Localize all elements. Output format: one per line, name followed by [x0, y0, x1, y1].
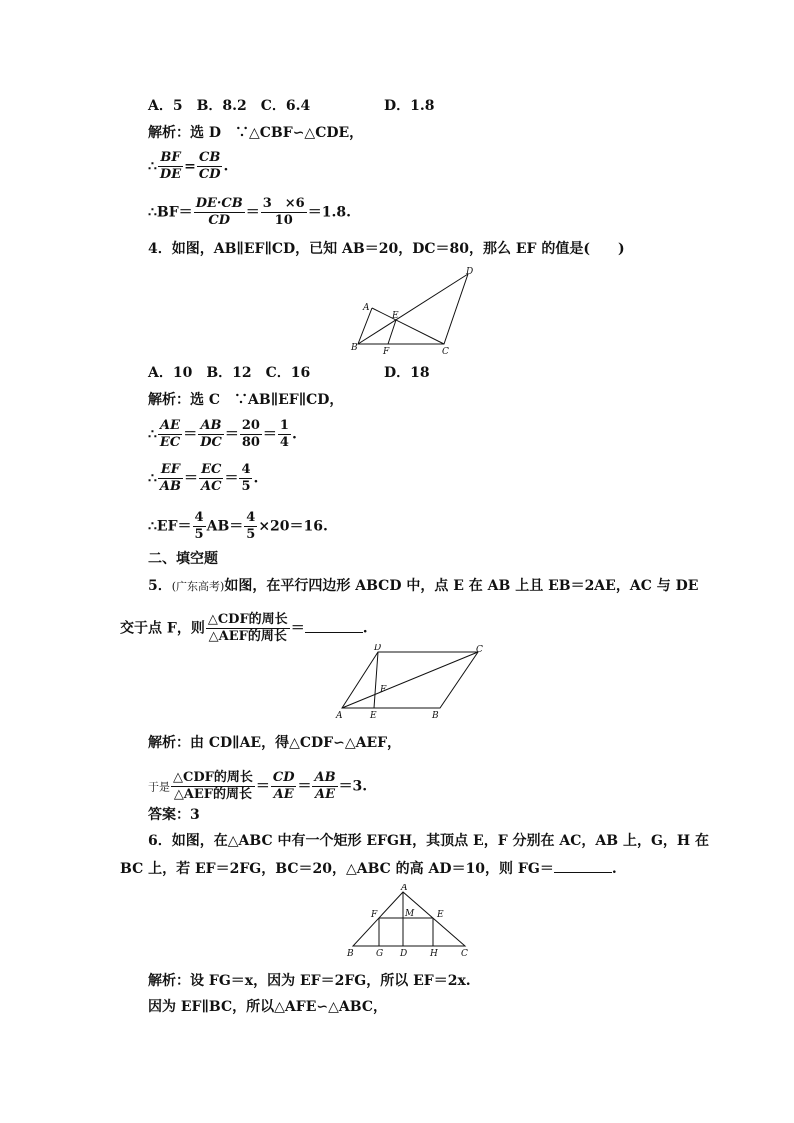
label-a: A	[363, 303, 370, 313]
analysis-label: 解析：	[148, 973, 190, 989]
fraction-3x6-10: $\frac{3 \times 6}{10}$	[262, 196, 305, 228]
fraction-cb-cd: $\frac{CB}{CD}$	[198, 150, 221, 182]
section-title-fill-in: 二、填空题	[148, 551, 218, 567]
label-c: C	[461, 949, 468, 959]
triangle-abc	[353, 892, 465, 946]
q6-figure	[345, 884, 475, 960]
analysis-label: 解析：	[148, 735, 190, 751]
label-m: M	[405, 909, 415, 919]
q3-options-abc: A．5 B．8.2 C．6.4	[148, 98, 311, 114]
q4-ratio-line-1: ∴ $\frac{AE}{EC}$ ＝ $\frac{AB}{DC}$ ＝ $\frac{20}{80}$ ＝ $\frac{1}{4}$ .	[148, 418, 297, 450]
q3-result-line: ∴BF＝ $\frac{DE\cdot CB}{CD}$ ＝ $\frac{3 \times 6}{10}$ ＝1.8.	[148, 196, 351, 228]
therefore-symbol: ∴	[148, 158, 157, 175]
q4-option-d: D．18	[384, 365, 430, 381]
q3-analysis-text: 选 D ∵△CBF∽△CDE，	[190, 125, 364, 141]
q3-options	[148, 97, 310, 115]
label-b: B	[347, 949, 354, 959]
q6-analysis: 解析：设 FG＝x，因为 EF＝2FG，所以 EF＝2x.	[148, 973, 471, 989]
q5-figure	[330, 644, 490, 722]
q4-options: A．10 B．12 C．16	[148, 365, 311, 381]
label-e: E	[437, 910, 444, 920]
label-a: A	[401, 884, 408, 893]
analysis-label: 解析：	[148, 125, 190, 141]
q3-analysis	[148, 124, 363, 142]
label-e: E	[370, 711, 377, 721]
q5-stem-line-1: 5．(广东高考)如图，在平行四边形 ABCD 中，点 E 在 AB 上且 EB＝2AE，AC 与 DE	[148, 578, 699, 594]
q6-analysis-line-2: 因为 EF∥BC，所以△AFE∽△ABC，	[148, 999, 387, 1015]
label-b: B	[432, 711, 439, 721]
label-f: F	[371, 910, 378, 920]
q5-perimeter-fraction: $\frac{\text{△CDF的周长}}{\text{△AEF的周长}}$	[207, 612, 288, 644]
q4-result-line: ∴EF＝ $\frac{4}{5}$ AB＝ $\frac{4}{5}$ ×20＝16.	[148, 510, 328, 542]
q5-source: (广东高考)	[171, 580, 225, 593]
q5-analysis: 解析：由 CD∥AE，得△CDF∽△AEF，	[148, 735, 402, 751]
q4-analysis: 解析：选 C ∵AB∥EF∥CD，	[148, 392, 344, 408]
label-c: C	[476, 645, 483, 655]
label-d: D	[374, 644, 382, 653]
q5-stem-line-2: 交于点 F，则 $\frac{\text{△CDF的周长}}{\text{△AEF的周长}}$ ＝ .	[120, 612, 368, 644]
q6-stem-line-2: BC 上，若 EF＝2FG，BC＝20，△ABC 的高 AD＝10，则 FG＝ .	[120, 861, 617, 877]
label-g: G	[376, 949, 384, 959]
q5-answer: 答案：3	[148, 807, 200, 823]
label-a: A	[336, 711, 343, 721]
q4-ratio-line-2: ∴ $\frac{EF}{AB}$ ＝ $\frac{EC}{AC}$ ＝ $\frac{4}{5}$ .	[148, 462, 259, 494]
label-f: F	[380, 685, 387, 695]
answer-blank[interactable]	[554, 860, 612, 873]
fraction-bf-de: $\frac{BF}{DE}$	[159, 150, 182, 182]
q3-ratio-line: ∴ $\frac{BF}{DE}$ = $\frac{CB}{CD}$ .	[148, 150, 229, 182]
q6-stem-line-1: 6．如图，在△ABC 中有一个矩形 EFGH，其顶点 E，F 分别在 AC，AB 上，G，H 在	[148, 833, 710, 849]
label-d: D	[466, 267, 474, 277]
answer-blank[interactable]	[305, 620, 363, 633]
label-e: E	[392, 311, 399, 321]
analysis-label: 解析：	[148, 392, 190, 408]
fraction-decb-cd: $\frac{DE\cdot CB}{CD}$	[195, 196, 243, 228]
q5-ratio-line: 于是 $\frac{\text{△CDF的周长}}{\text{△AEF的周长}}$ ＝ $\frac{CD}{AE}$ ＝ $\frac{AB}{AE}$ ＝3.	[148, 770, 368, 802]
q4-figure	[348, 266, 478, 358]
label-h: H	[430, 949, 438, 959]
q4-stem: 4．如图，AB∥EF∥CD，已知 AB＝20，DC＝80，那么 EF 的值是( )	[148, 241, 625, 257]
q3-option-d: D．1.8	[384, 98, 435, 114]
label-c: C	[442, 347, 449, 357]
label-d: D	[400, 949, 408, 959]
label-f: F	[383, 347, 390, 357]
segment-ac	[372, 308, 444, 344]
segment-de	[374, 652, 378, 708]
segment-ac	[342, 652, 478, 708]
label-b: B	[351, 343, 358, 353]
